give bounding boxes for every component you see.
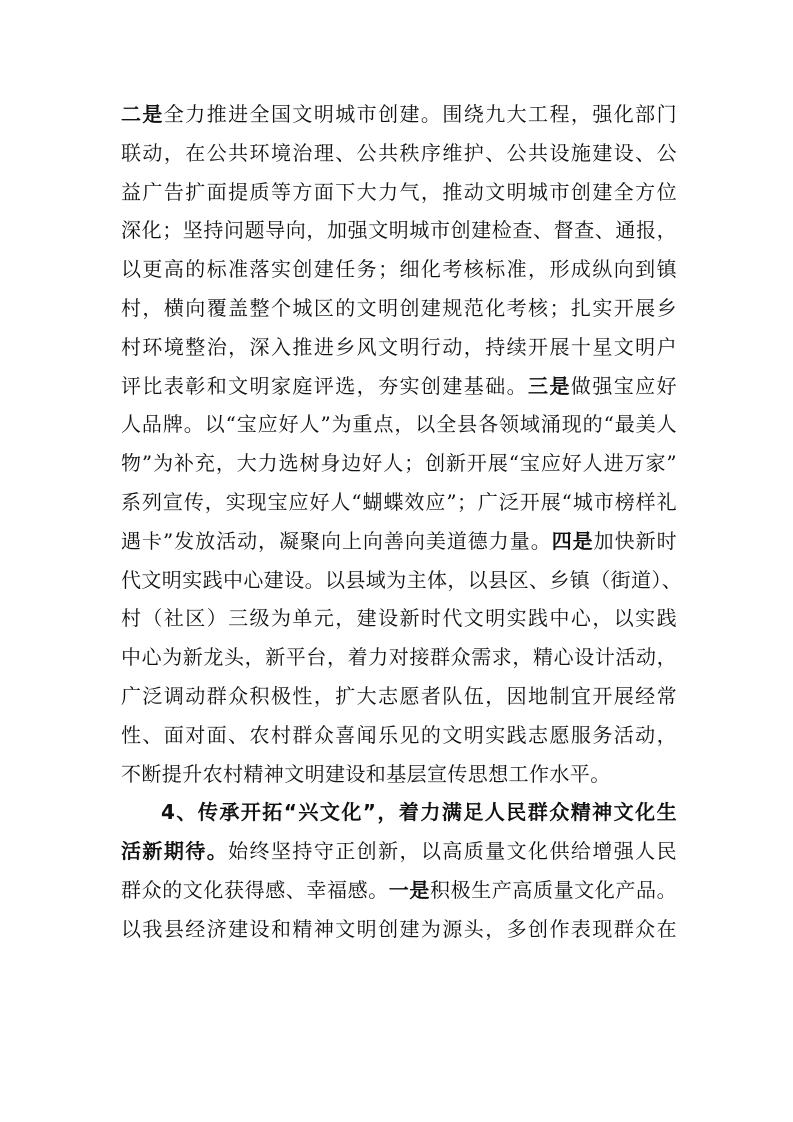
text-line (121, 328, 677, 367)
text-line (121, 250, 677, 289)
bold-run: 活新期待。 (121, 839, 229, 864)
paragraph-1 (121, 95, 683, 793)
text-run: 群众的文化获得感、幸福感。 (121, 877, 389, 902)
bold-run: 三是 (528, 373, 571, 398)
text-line (121, 289, 677, 328)
text-run: 村（社区）三级为单元，建设新时代文明实践中心，以实践 (121, 606, 677, 631)
text-run: 性、面对面、农村群众喜闻乐见的文明实践志愿服务活动， (121, 722, 677, 747)
text-line (121, 134, 677, 173)
text-run: 全力推进全国文明城市创建。围绕九大工程，强化部门 (163, 102, 677, 126)
text-run: 代文明实践中心建设。以县域为主体，以县区、乡镇（街道）、 (121, 567, 683, 592)
text-line (121, 793, 677, 832)
text-line (121, 561, 683, 600)
text-line (121, 910, 677, 949)
text-run: 人品牌。以“宝应好人”为重点，以全县各领域涌现的“最美人 (121, 412, 677, 437)
text-run: 益广告扩面提质等方面下大力气，推动文明城市创建全方位 (121, 179, 677, 204)
text-line (121, 95, 677, 134)
text-line (121, 677, 677, 716)
text-run: 系列宣传，实现宝应好人“蝴蝶效应”；广泛开展“城市榜样礼 (121, 489, 677, 514)
paragraph-2 (121, 793, 677, 948)
text-run: 广泛调动群众积极性，扩大志愿者队伍，因地制宜开展经常 (121, 683, 677, 708)
text-run: 以我县经济建设和精神文明创建为源头，多创作表现群众在 (121, 916, 677, 941)
text-line (121, 716, 677, 755)
bold-run: 二是 (121, 102, 164, 126)
text-run: 不断提升农村精神文明建设和基层宣传思想工作水平。 (121, 761, 611, 786)
text-line (121, 173, 677, 212)
text-run: 村，横向覆盖整个城区的文明创建规范化考核；扎实开展乡 (121, 295, 677, 320)
text-run: 联动，在公共环境治理、公共秩序维护、公共设施建设、公 (121, 140, 677, 165)
bold-run: 一是 (388, 877, 430, 902)
text-run: 村环境整治，深入推进乡风文明行动，持续开展十星文明户 (121, 334, 677, 359)
text-run: 做强宝应好 (570, 373, 677, 398)
text-line (121, 832, 677, 871)
text-run: 以更高的标准落实创建任务；细化考核标准，形成纵向到镇 (121, 257, 677, 282)
text-line (121, 871, 677, 910)
text-line (121, 405, 677, 444)
text-run: 加快新时 (593, 528, 677, 553)
text-line (121, 638, 677, 677)
text-run: 评比表彰和文明家庭评选，夯实创建基础。 (121, 373, 529, 398)
text-run: 遇卡”发放活动，凝聚向上向善向美道德力量。 (121, 528, 552, 553)
text-line (121, 599, 677, 638)
text-run: 物”为补充，大力选树身边好人；创新开展“宝应好人进万家” (121, 451, 677, 476)
text-run: 始终坚持守正创新，以高质量文化供给增强人民 (228, 839, 677, 864)
body-text (121, 95, 683, 949)
bold-run: 4、传承开拓“兴文化”，着力满足人民群众精神文化生 (161, 800, 677, 825)
text-run: 深化；坚持问题导向，加强文明城市创建检查、督查、通报， (121, 218, 677, 243)
bold-run: 四是 (551, 528, 594, 553)
text-line (121, 483, 677, 522)
text-run: 中心为新龙头，新平台，着力对接群众需求，精心设计活动， (121, 645, 677, 670)
text-line (121, 367, 677, 406)
text-line (121, 522, 677, 561)
text-line (121, 211, 677, 250)
text-run: 积极生产高质量文化产品。 (430, 877, 677, 902)
text-line (121, 755, 677, 794)
text-line (121, 444, 677, 483)
